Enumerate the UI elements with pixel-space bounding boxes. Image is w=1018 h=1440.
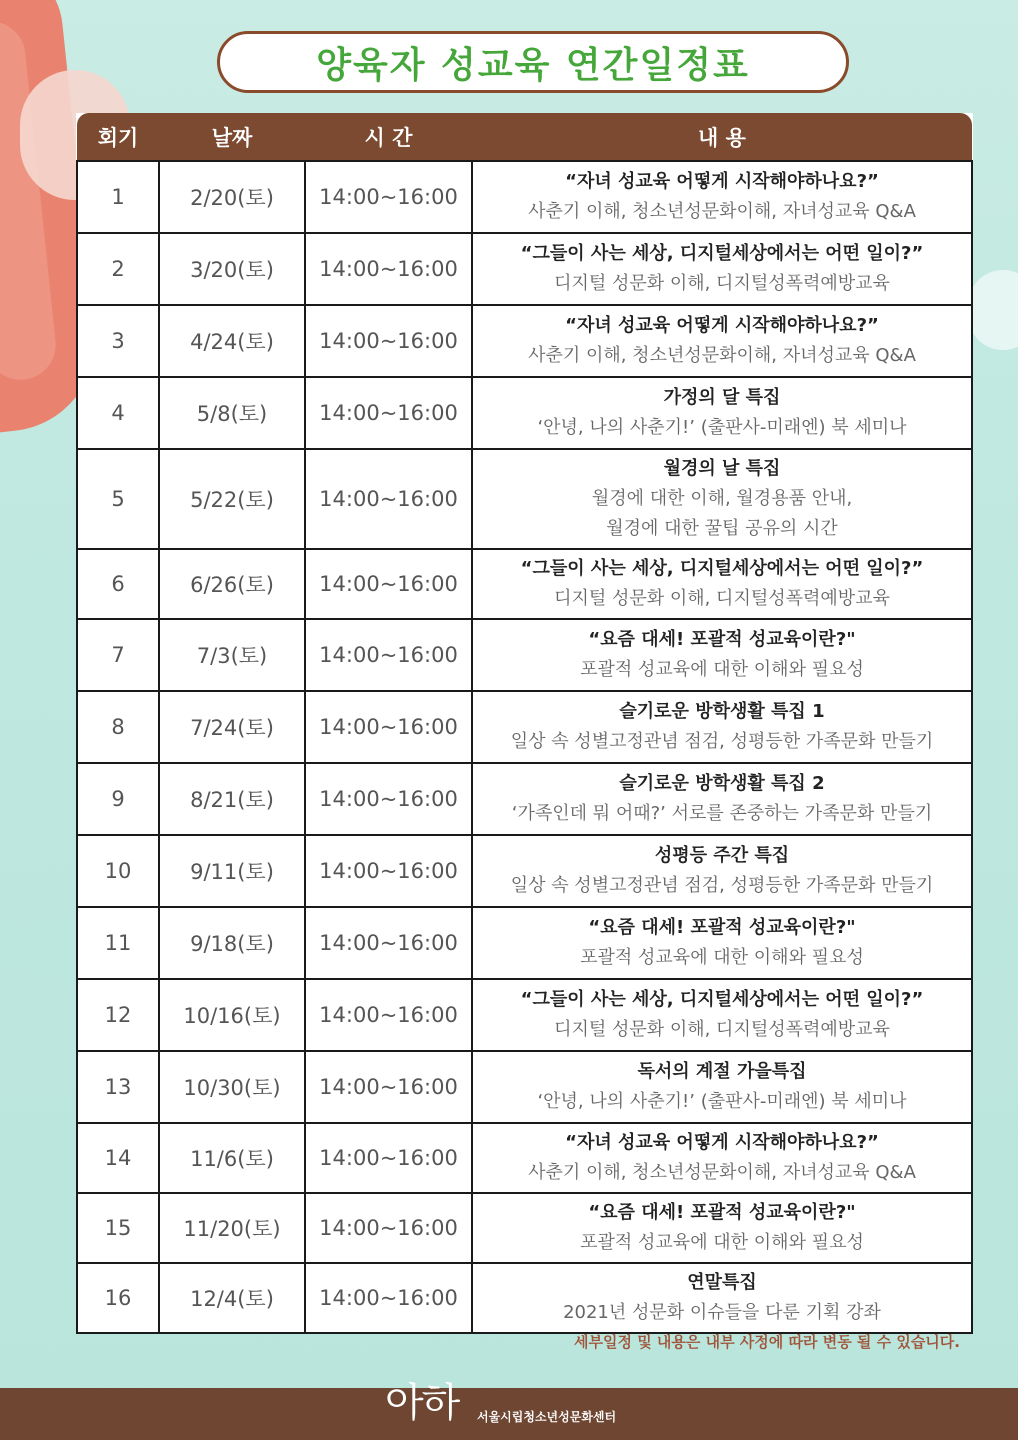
session-date: 2/20(토) [159,161,305,233]
session-title: 가정의 달 특집 [663,387,781,408]
session-date: 3/20(토) [159,233,305,305]
logo-org-name: 서울시립청소년성문화센터 [477,1410,617,1424]
session-title: “요즘 대세! 포괄적 성교육이란?" [588,917,856,938]
disclaimer-note: 세부일정 및 내용은 내부 사정에 따라 변동 될 수 있습니다. [574,1333,960,1351]
session-number: 4 [77,377,159,449]
session-title: 독서의 계절 가을특집 [637,1061,807,1082]
org-logo [385,1380,617,1432]
session-content [472,691,972,763]
table-row [77,763,972,835]
session-content [472,835,972,907]
session-time: 14:00~16:00 [305,691,472,763]
table-row [77,1051,972,1123]
session-content [472,377,972,449]
table-row [77,979,972,1051]
session-description: 2021년 성문화 이슈들을 다룬 기획 강좌 [563,1302,881,1323]
table-row [77,907,972,979]
session-date: 6/26(토) [159,549,305,619]
session-time: 14:00~16:00 [305,233,472,305]
session-description: ‘안녕, 나의 사춘기!’ (출판사-미래엔) 북 세미나 [537,417,907,438]
session-description: 사춘기 이해, 청소년성문화이해, 자녀성교육 Q&A [528,201,916,222]
session-date: 4/24(토) [159,305,305,377]
session-description: 월경에 대한 이해, 월경용품 안내, [591,488,853,509]
session-date: 7/3(토) [159,619,305,691]
session-description: ‘가족인데 뭐 어때?’ 서로를 존중하는 가족문화 만들기 [511,803,933,824]
session-title: “그들이 사는 세상, 디지털세상에서는 어떤 일이?” [520,243,924,264]
table-row [77,619,972,691]
session-number: 3 [77,305,159,377]
session-date: 5/22(토) [159,449,305,549]
session-title: “요즘 대세! 포괄적 성교육이란?" [588,1202,856,1223]
logo-mark: 아하 [385,1380,459,1426]
header-content: 내 용 [472,113,972,161]
session-description: 포괄적 성교육에 대한 이해와 필요성 [580,947,864,968]
session-time: 14:00~16:00 [305,1193,472,1263]
title-banner [217,31,849,93]
session-time: 14:00~16:00 [305,449,472,549]
session-time: 14:00~16:00 [305,907,472,979]
session-time: 14:00~16:00 [305,763,472,835]
session-number: 7 [77,619,159,691]
table-row [77,1263,972,1333]
session-date: 11/6(토) [159,1123,305,1193]
session-content [472,305,972,377]
session-description: 포괄적 성교육에 대한 이해와 필요성 [580,659,864,680]
session-content [472,619,972,691]
session-title: “자녀 성교육 어떻게 시작해야하나요?” [565,315,879,336]
session-title: “그들이 사는 세상, 디지털세상에서는 어떤 일이?” [520,558,924,579]
session-date: 12/4(토) [159,1263,305,1333]
table-row [77,161,972,233]
session-description: 일상 속 성별고정관념 점검, 성평등한 가족문화 만들기 [510,731,934,752]
session-number: 11 [77,907,159,979]
header-time: 시 간 [305,113,472,161]
session-description: 디지털 성문화 이해, 디지털성폭력예방교육 [554,273,890,294]
table-row [77,835,972,907]
table-row [77,233,972,305]
session-title: 월경의 날 특집 [663,458,781,479]
session-description: 디지털 성문화 이해, 디지털성폭력예방교육 [554,588,890,609]
session-number: 6 [77,549,159,619]
session-title: 슬기로운 방학생활 특집 1 [619,701,825,722]
session-date: 10/30(토) [159,1051,305,1123]
session-date: 5/8(토) [159,377,305,449]
session-title: “자녀 성교육 어떻게 시작해야하나요?” [565,171,879,192]
session-description: ‘안녕, 나의 사춘기!’ (출판사-미래엔) 북 세미나 [537,1091,907,1112]
session-time: 14:00~16:00 [305,619,472,691]
session-time: 14:00~16:00 [305,1263,472,1333]
session-title: 슬기로운 방학생활 특집 2 [619,773,825,794]
session-number: 8 [77,691,159,763]
session-content [472,161,972,233]
session-description: 사춘기 이해, 청소년성문화이해, 자녀성교육 Q&A [528,1162,916,1183]
table-row [77,1123,972,1193]
session-time: 14:00~16:00 [305,1051,472,1123]
session-time: 14:00~16:00 [305,549,472,619]
session-title: “자녀 성교육 어떻게 시작해야하나요?” [565,1132,879,1153]
session-content [472,1123,972,1193]
session-description: 사춘기 이해, 청소년성문화이해, 자녀성교육 Q&A [528,345,916,366]
session-time: 14:00~16:00 [305,1123,472,1193]
session-date: 9/11(토) [159,835,305,907]
session-title: 연말특집 [687,1272,757,1293]
session-date: 9/18(토) [159,907,305,979]
session-time: 14:00~16:00 [305,835,472,907]
session-time: 14:00~16:00 [305,161,472,233]
session-number: 16 [77,1263,159,1333]
session-number: 10 [77,835,159,907]
table-header-row [77,113,972,161]
header-date: 날짜 [159,113,305,161]
page-title: 양육자 성교육 연간일정표 [316,44,750,86]
table-body [77,161,972,1333]
table-row [77,377,972,449]
session-number: 9 [77,763,159,835]
session-number: 14 [77,1123,159,1193]
session-number: 12 [77,979,159,1051]
session-number: 15 [77,1193,159,1263]
session-content [472,763,972,835]
session-date: 10/16(토) [159,979,305,1051]
session-content [472,907,972,979]
session-title: “그들이 사는 세상, 디지털세상에서는 어떤 일이?” [520,989,924,1010]
session-title: 성평등 주간 특집 [654,845,790,866]
table-row [77,305,972,377]
session-content [472,1051,972,1123]
session-number: 5 [77,449,159,549]
session-description: 포괄적 성교육에 대한 이해와 필요성 [580,1232,864,1253]
session-title: “요즘 대세! 포괄적 성교육이란?" [588,629,856,650]
session-date: 11/20(토) [159,1193,305,1263]
table-row [77,549,972,619]
session-date: 8/21(토) [159,763,305,835]
header-session: 회기 [77,113,159,161]
session-date: 7/24(토) [159,691,305,763]
session-number: 1 [77,161,159,233]
session-time: 14:00~16:00 [305,979,472,1051]
session-description: 일상 속 성별고정관념 점검, 성평등한 가족문화 만들기 [510,875,934,896]
session-time: 14:00~16:00 [305,305,472,377]
schedule-table [76,113,973,1334]
table-row [77,1193,972,1263]
decorative-cloud-right [968,270,1018,350]
session-description: 디지털 성문화 이해, 디지털성폭력예방교육 [554,1019,890,1040]
session-content [472,1263,972,1333]
table-row [77,449,972,549]
session-content [472,233,972,305]
session-content [472,549,972,619]
session-content [472,1193,972,1263]
session-content [472,449,972,549]
table-row [77,691,972,763]
session-number: 13 [77,1051,159,1123]
session-time: 14:00~16:00 [305,377,472,449]
session-description-line2: 월경에 대한 꿀팁 공유의 시간 [606,518,838,539]
session-content [472,979,972,1051]
session-number: 2 [77,233,159,305]
